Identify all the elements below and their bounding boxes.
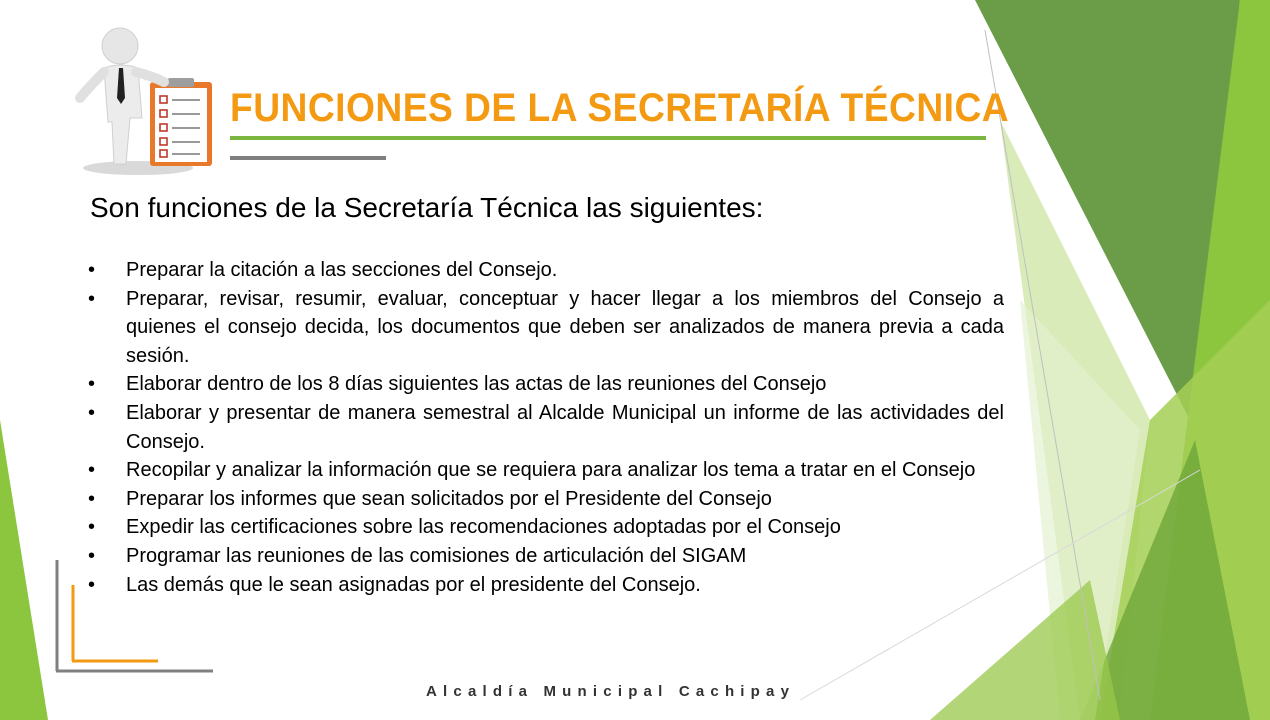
list-item xyxy=(88,513,1004,542)
list-item xyxy=(88,370,1004,399)
list-item xyxy=(88,285,1004,371)
list-item-text: Recopilar y analizar la información que se requiera para analizar los tema a tratar en el Consejo xyxy=(126,459,976,482)
list-item xyxy=(88,542,1004,571)
slide-title: FUNCIONES DE LA SECRETARÍA TÉCNICA xyxy=(230,86,1010,130)
list-item-text: Elaborar y presentar de manera semestral al Alcalde Municipal un informe de las actividades del Consejo. xyxy=(126,401,1004,453)
list-item xyxy=(88,456,1004,485)
list-item xyxy=(88,256,1004,285)
list-item-text: Programar las reuniones de las comisiones de articulación del SIGAM xyxy=(126,544,747,567)
bullet-icon: • xyxy=(88,459,96,482)
list-item-text: Elaborar dentro de los 8 días siguientes las actas de las reuniones del Consejo xyxy=(126,373,827,396)
bullet-icon: • xyxy=(88,287,96,310)
list-item-text: Las demás que le sean asignadas por el presidente del Consejo. xyxy=(126,573,701,596)
title-underline-grey xyxy=(230,156,386,160)
person-with-checklist-icon xyxy=(68,18,228,178)
bullet-icon: • xyxy=(88,544,96,567)
list-item-text: Preparar la citación a las secciones del Consejo. xyxy=(126,259,558,281)
list-item-text: Preparar, revisar, resumir, evaluar, conceptuar y hacer llegar a los miembros del Consejo a quienes el consejo decida, los documentos que deben ser analizados de manera previa a cada sesión. xyxy=(126,287,1004,367)
list-item xyxy=(88,399,1004,456)
bullet-icon: • xyxy=(88,373,96,396)
bullet-icon: • xyxy=(88,573,96,596)
bullet-icon: • xyxy=(88,401,96,424)
footer-text: Alcaldía Municipal Cachipay xyxy=(426,683,796,700)
list-item xyxy=(88,571,1004,600)
list-item-text: Preparar los informes que sean solicitados por el Presidente del Consejo xyxy=(126,487,772,510)
title-underline-green xyxy=(230,136,986,140)
bullet-icon: • xyxy=(88,487,96,510)
bullet-icon: • xyxy=(88,516,96,539)
list-item-text: Expedir las certificaciones sobre las recomendaciones adoptadas por el Consejo xyxy=(126,516,841,539)
intro-text: Son funciones de la Secretaría Técnica las siguientes: xyxy=(90,192,764,223)
list-item xyxy=(88,485,1004,514)
functions-list xyxy=(88,256,1004,599)
bullet-icon: • xyxy=(88,259,96,281)
